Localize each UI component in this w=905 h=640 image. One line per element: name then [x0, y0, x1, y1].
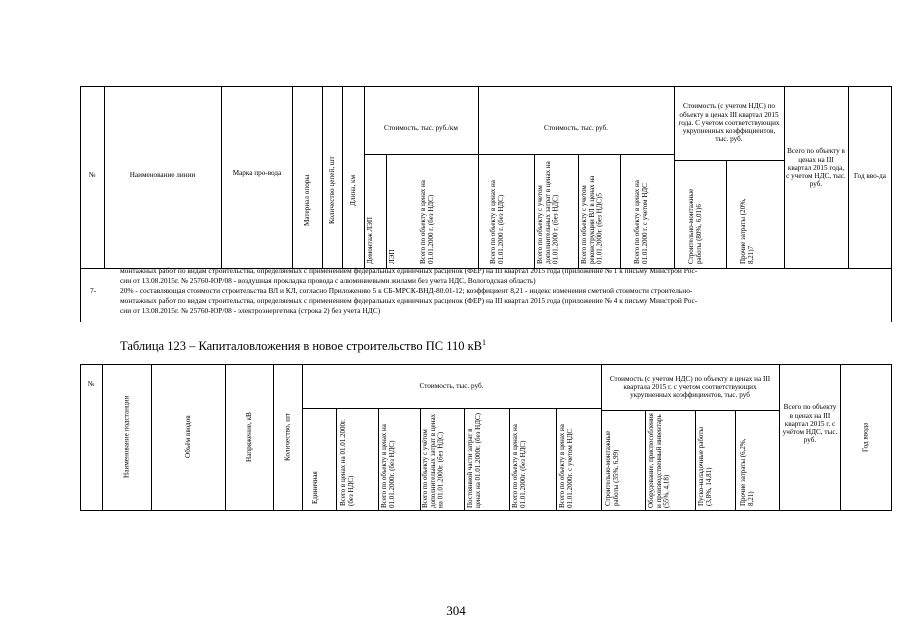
footnote-line: монтажных работ по видам строительства, определяемых с применением федеральных единичных расценок (ФЕР) на III квартал 2015 года (приложение № 1 к письму Минстрой Рос-	[120, 266, 698, 275]
col-header-cost-per-km: Стоимость, тыс. руб./км	[384, 123, 458, 132]
col-header-object-with-vat: Всего по объекту в ценах на 01.01.2000г. с учетом НДС	[558, 424, 574, 508]
col-header-support-material: Материал опоры	[302, 174, 311, 226]
col-header-lep: ЛЭП	[388, 249, 396, 264]
col-header-cost-vat-2015: Стоимость (с учетом НДС) по объекту в ценах III квартал 2015 года. С учетом соответствующих укрупненных коэффициентов, тыс. руб.	[678, 102, 780, 144]
col-header-object-2000-b: Всего по объекту в ценах на 01.01.2000г. (без НДС)	[511, 424, 527, 508]
col-header-year: Год вво-да	[854, 171, 886, 180]
col-header-substation-name: Наименование подстанции	[122, 395, 131, 479]
col-header-length: Длина, км	[348, 174, 357, 206]
col-header-cost: Стоимость, тыс. руб.	[544, 123, 608, 132]
col-header-fixed-part-2000: Постоянной части затрат в ценах на 01.01.2000г. (без НДС)	[466, 413, 482, 508]
col-header-construction-works: Строительно-монтажные работы (80%, 6,01)6	[687, 188, 703, 264]
col-header-object-2000: Всего по объекту в ценах на 01.01.2000г. (без НДС)	[380, 424, 396, 508]
col-header-unit: Единичная	[311, 471, 319, 504]
table-title-text: Таблица 123 – Капиталовложения в новое строительство ПС 110 кВ	[120, 339, 483, 354]
col-header-total-with-vat: Всего по объекту в ценах на 01.01.2000 г. с учетом НДС	[633, 180, 649, 264]
col-header-other-costs: Прочие затраты (6,2%, 8,21)	[739, 438, 755, 506]
col-header-year: Год ввода	[861, 422, 870, 452]
col-header-total-2000-per-km: Всего по объекту в ценах на 01.01.2000 г. (без НДС)	[419, 180, 435, 264]
page-number: 304	[446, 603, 466, 618]
table-title	[120, 338, 486, 354]
col-header-total-2000: Всего по объекту в ценах на 01.01.2000 г. (без НДС)	[489, 180, 505, 264]
col-header-cost-vat-2015: Стоимость (с учетом НДС) по объекту в ценах на III квартала 2015 г. с учетом соответствующих укрупненных коэффициентов, тыс. руб	[609, 374, 771, 400]
col-header-total-reconstruction: Всего по объекту с учетом реконструкции ВЛ в ценах на 01.01.2000г. (без НДС)5	[580, 175, 604, 264]
col-header-quantity: Количество, шт	[283, 413, 292, 461]
col-header-volume: Объём вводов	[183, 415, 192, 459]
footnote-line: монтажных работ по видам строительства, определяемых с применением федеральных единичных расценок (ФЕР) на III квартал 2015 года (приложение № 4 к письму Минстрой Рос-	[120, 296, 698, 305]
footnote-line: сии от 13.08.2015г. № 25760-ЮР/08 - воздушная прокладка провода с алюминиевыми жилами без учета НДС, Вологодская область)	[120, 276, 536, 285]
col-header-total-2000: Всего в ценах на 01.01.2000г. (без НДС)	[339, 419, 355, 506]
col-header-object-extra-2000: Всего по объекту с учётом дополнительных затрат в ценах на 01.01.2000г. (без НДС)	[421, 413, 445, 508]
footnote-line: 20% - составляющая стоимости строительства ВЛ и КЛ, согласно Приложению 5 к СБ-МРСК-ВНД-80.01-12; коэффициент 8,21 - индекс изменения сметной стоимости строительно-	[120, 286, 693, 295]
col-header-wire-brand: Марка про-вода	[232, 168, 282, 177]
col-header-voltage: Напряжение, кВ	[244, 412, 253, 462]
col-header-commissioning: Пуско-наладочные работы (3,8%, 14,81)	[697, 426, 713, 506]
col-header-total-extra-2000: Всего по объекту с учетом дополнительных затрат в ценах на 01.01.2000 г. (без НДС)	[536, 161, 560, 264]
col-header-number: №	[88, 170, 96, 179]
col-header-cost: Стоимость, тыс. руб.	[419, 381, 484, 390]
col-header-dismantle: Демонтаж ЛЭП	[366, 217, 374, 264]
col-header-equipment: Оборудование, приспособления и производственный инвентарь (55%, 4,18)	[647, 413, 671, 508]
table-title-footnote: 1	[482, 338, 487, 347]
footnote-number: 7-	[90, 286, 97, 295]
col-header-total-2015: Всего по объекту в ценах на III квартал 2015 года, с учетом НДС, тыс. руб.	[786, 147, 846, 189]
col-header-construction-works: Строительно-монтажные работы (35%, 6,99)	[604, 430, 620, 506]
col-header-chains: Количество цепей, шт	[327, 156, 336, 224]
col-header-line-name: Наименование линии	[129, 170, 196, 179]
col-header-other-costs: Прочие затраты (20%, 8,21)7	[739, 198, 755, 264]
col-header-total-2015: Всего по объекту в ценах на III квартал 2015 г. с учётом НДС, тыс. руб.	[782, 403, 838, 445]
col-header-number: №	[87, 379, 95, 388]
footnote-line: сии от 13.08.2015г. № 25760-ЮР/08 - электроэнергетика (строка 2) без учета НДС)	[120, 306, 381, 315]
